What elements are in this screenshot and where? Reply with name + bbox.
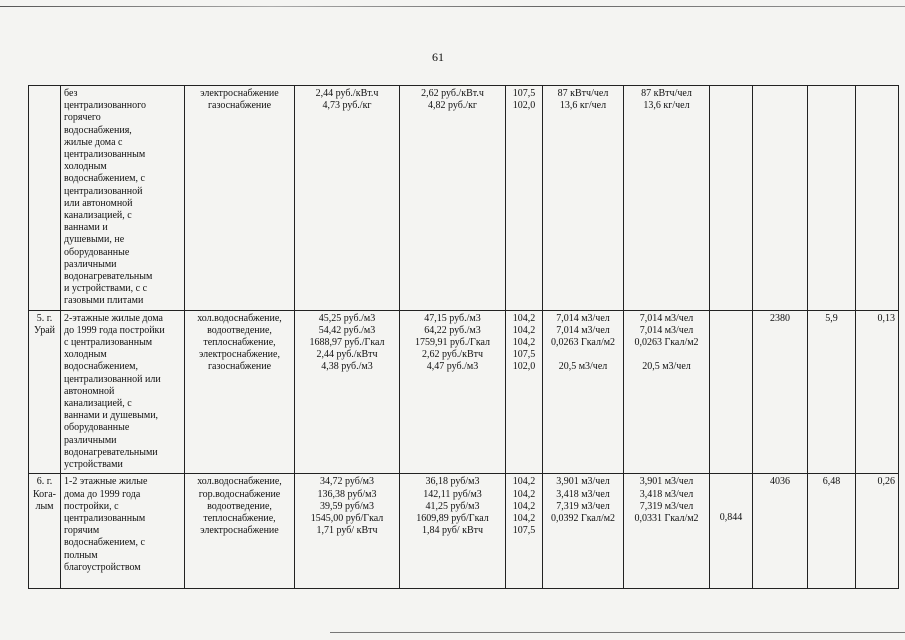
cell-line: различными [64, 258, 117, 270]
page-number: 61 [432, 50, 444, 64]
cell-value-a [753, 86, 808, 311]
cell-services [185, 310, 295, 474]
cell-line: 2,44 руб./кВтч [316, 349, 378, 361]
cell-line: полным [64, 549, 98, 561]
cell-tariff-new [400, 86, 506, 311]
cell-line: централизованного [64, 100, 146, 112]
cell-norm-old [543, 474, 624, 589]
cell-locality [29, 310, 61, 474]
cell-line: электроснабжение [200, 88, 279, 99]
cell-line: газовыми плитами [64, 295, 144, 307]
cell-line: холодным [64, 161, 107, 173]
cell-line: 7,319 м3/чел [639, 500, 694, 512]
cell-tariff-old [295, 310, 400, 474]
cell-line: 5. г. [36, 312, 53, 324]
cell-line: горячим [64, 525, 100, 537]
cell-line: 3,418 м3/чел [639, 488, 694, 500]
cell-services [185, 474, 295, 589]
cell-growth-index [506, 474, 543, 589]
cell-line: 39,59 руб/м3 [320, 500, 374, 512]
cell-coefficient [710, 86, 753, 311]
cell-growth-index [506, 310, 543, 474]
cell-line: 3,901 м3/чел [556, 476, 610, 488]
cell-line: 104,2 [512, 476, 536, 488]
cell-line: 64,22 руб./м3 [424, 324, 481, 336]
cell-line: 1759,91 руб./Гкал [414, 337, 491, 349]
cell-line: душевыми, не [64, 234, 125, 246]
cell-line: или автономной [64, 197, 133, 209]
cell-line: 3,418 м3/чел [556, 488, 610, 500]
cell-norm-new [624, 310, 710, 474]
cell-value-b [808, 310, 856, 474]
cell-services [185, 86, 295, 311]
cell-line: 4,47 руб./м3 [426, 361, 479, 373]
tariff-table [28, 85, 899, 589]
cell-line: 136,38 руб/м3 [317, 488, 377, 500]
cell-line: 2,44 руб./кВт.ч [315, 88, 379, 99]
cell-line: 1545,00 руб/Гкал [310, 512, 384, 524]
cell-line [713, 500, 749, 512]
cell-housing-description [61, 86, 185, 311]
cell-line: 142,11 руб/м3 [423, 488, 482, 500]
cell-line: 4,38 руб./м3 [321, 361, 373, 373]
cell-line: 1-2 этажные жилые [64, 476, 148, 488]
cell-line: 0,0263 Гкал/м2 [550, 337, 616, 349]
cell-line: 6. г. [36, 476, 53, 488]
cell-line: 107,5 [512, 349, 536, 361]
cell-line: ваннами и [64, 222, 108, 234]
cell-line: лым [35, 500, 54, 512]
cell-line [546, 349, 620, 361]
cell-line: 45,25 руб./м3 [318, 312, 376, 324]
cell-line: 4,82 руб./кг [427, 100, 478, 112]
cell-value-b [808, 86, 856, 311]
cell-tariff-old [295, 474, 400, 589]
cell-line: 2,62 руб./кВт.ч [421, 88, 484, 99]
cell-line: 104,2 [512, 512, 536, 524]
cell-line: водоотведение, [207, 500, 272, 512]
cell-line: 2380 [770, 312, 790, 324]
cell-line: различными [64, 434, 117, 446]
cell-line: 0,26 [877, 476, 895, 488]
cell-line: водоснабжением, с [64, 537, 145, 549]
cell-line: 107,5 [512, 88, 536, 99]
cell-housing-description [61, 310, 185, 474]
cell-line: 104,2 [512, 500, 536, 512]
cell-line: гор.водоснабжение [198, 488, 281, 500]
cell-line: дома до 1999 года [64, 488, 141, 500]
cell-norm-old [543, 310, 624, 474]
table-row [29, 86, 899, 311]
cell-line: 1,84 руб/ кВтч [421, 525, 484, 537]
cell-tariff-old [295, 86, 400, 311]
cell-line: 102,0 [512, 100, 536, 112]
cell-line: канализацией, с [64, 398, 132, 410]
cell-line: 87 кВтч/чел [557, 88, 609, 99]
cell-line: 104,2 [512, 337, 536, 349]
cell-line: централизованной [64, 185, 143, 197]
cell-line: теплоснабжение, [203, 512, 276, 524]
cell-line: водонагревательными [64, 446, 158, 458]
cell-line: и устройствами, с с [64, 283, 148, 295]
cell-line: 1,71 руб/ кВтч [316, 525, 378, 537]
table-row [29, 310, 899, 474]
cell-line: 107,5 [512, 525, 536, 537]
cell-line: хол.водоснабжение, [197, 476, 282, 488]
cell-line: канализацией, с [64, 210, 132, 222]
cell-line: водоснабжением, с [64, 173, 145, 185]
cell-line: 13,6 кг/чел [559, 100, 607, 112]
cell-line: 87 кВтч/чел [641, 88, 692, 99]
cell-line: 5,9 [825, 312, 838, 324]
cell-line: жилые дома с [64, 136, 123, 148]
cell-line: 1609,89 руб/Гкал [416, 512, 489, 524]
cell-locality [29, 86, 61, 311]
cell-line: без [64, 88, 78, 99]
cell-line: централизованной или [64, 373, 161, 385]
cell-line: 36,18 руб/м3 [425, 476, 480, 488]
cell-line: 0,0331 Гкал/м2 [634, 512, 699, 524]
cell-tariff-new [400, 474, 506, 589]
cell-line: газоснабжение [207, 100, 272, 112]
cell-line: 0,0263 Гкал/м2 [634, 337, 699, 349]
cell-line: водоотведение, [207, 324, 272, 336]
cell-line: ваннами и душевыми, [64, 410, 159, 422]
cell-line: 54,42 руб./м3 [318, 324, 376, 336]
cell-line: 7,014 м3/чел [639, 324, 694, 336]
cell-line: автономной [64, 385, 115, 397]
cell-line: 20,5 м3/чел [558, 361, 608, 373]
cell-line: 7,014 м3/чел [556, 324, 610, 336]
cell-line: 34,72 руб/м3 [320, 476, 374, 488]
cell-line [627, 349, 706, 361]
cell-line: 3,901 м3/чел [639, 476, 694, 488]
table-row [29, 474, 899, 589]
cell-coefficient [710, 310, 753, 474]
cell-line: благоустройством [64, 561, 141, 573]
cell-line: 0,0392 Гкал/м2 [550, 512, 616, 524]
cell-line: 2,62 руб./кВтч [421, 349, 484, 361]
cell-line: до 1999 года постройки [64, 324, 165, 336]
cell-line: 102,0 [512, 361, 536, 373]
cell-line [713, 488, 749, 500]
cell-line: 6,48 [822, 476, 841, 488]
cell-norm-new [624, 86, 710, 311]
cell-line: горячего [64, 112, 101, 124]
cell-line: 47,15 руб./м3 [424, 312, 481, 324]
cell-line: Урай [34, 324, 55, 336]
cell-value-c [856, 310, 899, 474]
cell-value-c [856, 474, 899, 589]
cell-line: постройки, с [64, 500, 119, 512]
cell-line: водоснабжения, [64, 124, 132, 136]
cell-line: 2-этажные жилые дома [64, 312, 163, 324]
cell-line: электроснабжение, [199, 349, 280, 361]
cell-line: теплоснабжение, [203, 337, 276, 349]
cell-line: газоснабжение [207, 361, 272, 373]
cell-line: устройствами [64, 459, 123, 471]
cell-line: 0,13 [877, 312, 895, 324]
cell-line: централизованным [64, 149, 146, 161]
cell-line: электроснабжение [200, 525, 279, 537]
cell-line: 4,73 руб./кг [322, 100, 372, 112]
cell-line: Кога- [32, 488, 57, 500]
cell-line: 104,2 [512, 488, 536, 500]
cell-line: холодным [64, 349, 107, 361]
cell-coefficient [710, 474, 753, 589]
cell-line: 0,844 [719, 512, 743, 524]
scan-edge-bottom [330, 632, 905, 633]
cell-line: 41,25 руб/м3 [425, 500, 480, 512]
cell-line: централизованным [64, 512, 146, 524]
cell-line: хол.водоснабжение, [197, 312, 282, 324]
cell-line: 104,2 [512, 312, 536, 324]
cell-line: водонагревательным [64, 271, 153, 283]
cell-line: 7,319 м3/чел [556, 500, 610, 512]
cell-line: 104,2 [512, 324, 536, 336]
cell-line: 20,5 м3/чел [642, 361, 691, 373]
cell-line: 1688,97 руб./Гкал [309, 337, 385, 349]
cell-line: 4036 [770, 476, 790, 488]
cell-housing-description [61, 474, 185, 589]
cell-value-c [856, 86, 899, 311]
cell-line: 7,014 м3/чел [556, 312, 610, 324]
cell-tariff-new [400, 310, 506, 474]
cell-line: водоснабжением, [64, 361, 138, 373]
cell-locality [29, 474, 61, 589]
cell-value-b [808, 474, 856, 589]
cell-line: 13,6 кг/чел [643, 100, 690, 112]
cell-line: 7,014 м3/чел [639, 312, 694, 324]
cell-line [713, 476, 749, 488]
cell-line: оборудованные [64, 422, 130, 434]
cell-norm-new [624, 474, 710, 589]
cell-norm-old [543, 86, 624, 311]
scan-edge-top [0, 6, 905, 7]
cell-line: с централизованным [64, 337, 153, 349]
cell-value-a [753, 474, 808, 589]
cell-value-a [753, 310, 808, 474]
cell-line: оборудованные [64, 246, 130, 258]
cell-growth-index [506, 86, 543, 311]
